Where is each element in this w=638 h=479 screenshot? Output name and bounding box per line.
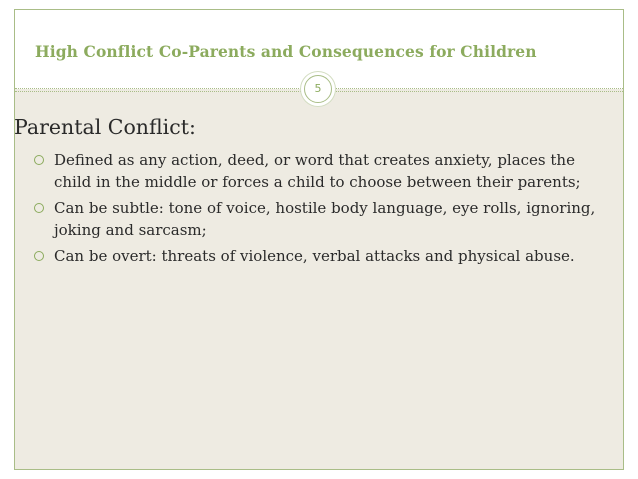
slide-number-badge: 5 <box>304 75 332 103</box>
bullet-text: Can be subtle: tone of voice, hostile body language, eye rolls, ignoring, joking and sarcasm; <box>54 199 596 239</box>
circle-bullet-icon <box>34 203 44 213</box>
bullet-item <box>34 197 600 241</box>
section-heading: Parental Conflict: <box>14 115 196 139</box>
slide-title: High Conflict Co-Parents and Consequences for Children <box>35 42 537 61</box>
bullet-list <box>34 149 600 271</box>
bullet-item <box>34 245 600 267</box>
content-area <box>15 89 623 470</box>
bullet-text: Defined as any action, deed, or word that creates anxiety, places the child in the middle or forces a child to choose between their parents; <box>54 151 581 191</box>
circle-bullet-icon <box>34 251 44 261</box>
circle-bullet-icon <box>34 155 44 165</box>
bullet-text: Can be overt: threats of violence, verbal attacks and physical abuse. <box>54 247 575 265</box>
bullet-item <box>34 149 600 193</box>
